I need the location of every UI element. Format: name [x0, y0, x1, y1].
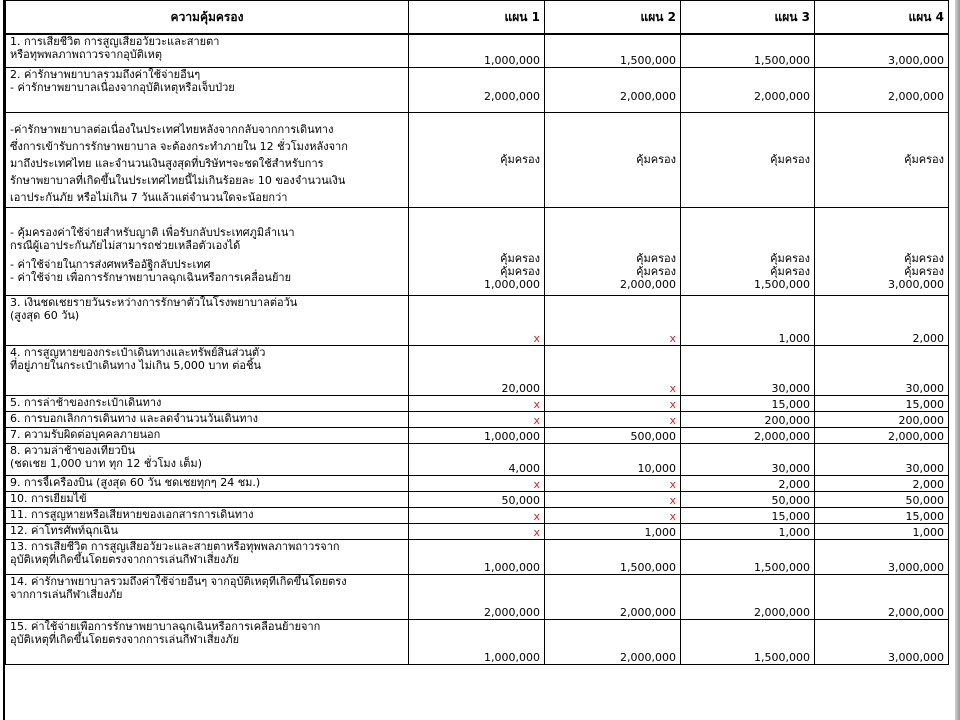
- coverage-description: [6, 539, 409, 574]
- description-line: มาถึงประเทศไทย และจำนวนเงินสูงสุดที่บริษัทฯจะชดใช้สำหรับการ: [10, 156, 324, 170]
- table-row: [6, 411, 949, 427]
- description-line: ซึ่งการเข้ารับการรักษาพยาบาล จะต้องกระทำภายใน 12 ชั่วโมงหลังจาก: [10, 139, 348, 153]
- plan-2-value: [545, 112, 681, 207]
- value-line: 3,000,000: [888, 277, 944, 291]
- plan-3-value: [681, 207, 815, 295]
- coverage-header: ความคุ้มครอง: [6, 1, 409, 35]
- plan-1-value: [409, 112, 545, 207]
- description-line: 12. ค่าโทรศัพท์ฉุกเฉิน: [10, 523, 119, 537]
- not-covered-mark: x: [533, 397, 540, 411]
- value-text: 2,000: [912, 477, 944, 491]
- plan-2-value: [545, 491, 681, 507]
- coverage-description: [6, 491, 409, 507]
- coverage-description: [6, 523, 409, 539]
- plan-2-value: [545, 395, 681, 411]
- description-line: 2. ค่ารักษาพยาบาลรวมถึงค่าใช้จ่ายอื่นๆ: [10, 67, 201, 81]
- value-text: 30,000: [771, 381, 810, 395]
- coverage-table: [5, 0, 949, 665]
- value-text: 4,000: [508, 461, 540, 475]
- value-line: คุ้มครอง: [500, 251, 540, 265]
- plan-4-value: [815, 207, 949, 295]
- value-text: 1,500,000: [620, 560, 676, 574]
- value-text: 2,000: [912, 331, 944, 345]
- coverage-description: [6, 443, 409, 475]
- value-text: 1,000: [778, 331, 810, 345]
- plan-3-value: [681, 427, 815, 443]
- table-row: [6, 539, 949, 574]
- value-text: 30,000: [905, 381, 944, 395]
- coverage-description: [6, 207, 409, 295]
- description-line: (ชดเชย 1,000 บาท ทุก 12 ชั่วโมง เต็ม): [10, 456, 202, 470]
- table-row: [6, 295, 949, 345]
- description-line: 1. การเสียชีวิต การสูญเสียอวัยวะและสายตา: [10, 35, 220, 48]
- plan-4-value: [815, 427, 949, 443]
- plan-2-value: [545, 475, 681, 491]
- value-line: คุ้มครอง: [904, 251, 944, 265]
- value-text: 2,000,000: [888, 89, 944, 103]
- description-line: 7. ความรับผิดต่อบุคคลภายนอก: [10, 427, 161, 441]
- plan-2-value: [545, 539, 681, 574]
- plan-1-value: [409, 539, 545, 574]
- not-covered-mark: x: [669, 493, 676, 507]
- value-text: 3,000,000: [888, 650, 944, 664]
- not-covered-mark: x: [669, 477, 676, 491]
- value-text: คุ้มครอง: [770, 153, 810, 166]
- value-text: 200,000: [764, 413, 810, 427]
- value-text: 2,000: [778, 477, 810, 491]
- not-covered-mark: x: [669, 413, 676, 427]
- value-text: 2,000,000: [620, 650, 676, 664]
- table-body: [6, 34, 949, 664]
- plan-2-value: [545, 207, 681, 295]
- value-text: 2,000,000: [888, 429, 944, 443]
- value-line: คุ้มครอง: [636, 264, 676, 278]
- value-text: 20,000: [501, 381, 540, 395]
- plan-2-value: [545, 507, 681, 523]
- description-line: 13. การเสียชีวิต การสูญเสียอวัยวะและสายตาหรือทุพพลภาพถาวรจาก: [10, 539, 340, 553]
- description-line: 3. เงินชดเชยรายวันระหว่างการรักษาตัวในโรงพยาบาลต่อวัน: [10, 295, 298, 309]
- value-text: 3,000,000: [888, 53, 944, 67]
- description-line: 14. ค่ารักษาพยาบาลรวมถึงค่าใช้จ่ายอื่นๆ จากอุบัติเหตุที่เกิดขึ้นโดยตรง: [10, 574, 347, 588]
- table-row: [6, 345, 949, 395]
- plan-4-value: [815, 507, 949, 523]
- plan-3-header: แผน 3: [681, 1, 815, 35]
- plan-2-value: [545, 345, 681, 395]
- value-text: 2,000,000: [620, 605, 676, 619]
- value-text: 2,000,000: [620, 89, 676, 103]
- plan-1-value: [409, 443, 545, 475]
- value-text: 2,000,000: [754, 429, 810, 443]
- description-line: เอาประกันภัย หรือไม่เกิน 7 วันแล้วแต่จำนวนใดจะน้อยกว่า: [10, 190, 288, 204]
- description-line: 8. ความล่าช้าของเที่ยวบิน: [10, 443, 136, 457]
- plan-1-value: [409, 523, 545, 539]
- coverage-description: [6, 67, 409, 112]
- table-header-row: [6, 1, 949, 35]
- plan-2-value: [545, 295, 681, 345]
- coverage-description: [6, 112, 409, 207]
- plan-4-header: แผน 4: [815, 1, 949, 35]
- not-covered-mark: x: [533, 525, 540, 539]
- plan-4-value: [815, 67, 949, 112]
- table-row: [6, 34, 949, 67]
- not-covered-mark: x: [669, 381, 676, 395]
- value-text: 2,000,000: [484, 89, 540, 103]
- plan-1-value: [409, 574, 545, 619]
- value-text: 1,500,000: [620, 53, 676, 67]
- plan-3-value: [681, 411, 815, 427]
- plan-4-value: [815, 345, 949, 395]
- description-line: (สูงสุด 60 วัน): [10, 308, 80, 322]
- value-text: 2,000,000: [754, 89, 810, 103]
- plan-1-value: [409, 475, 545, 491]
- plan-1-value: [409, 427, 545, 443]
- plan-2-value: [545, 574, 681, 619]
- plan-3-value: [681, 539, 815, 574]
- table-row: [6, 443, 949, 475]
- plan-2-value: [545, 427, 681, 443]
- description-line: -ค่ารักษาพยาบาลต่อเนื่องในประเทศไทยหลังจากกลับจากการเดินทาง: [10, 122, 334, 136]
- plan-1-value: [409, 345, 545, 395]
- value-text: คุ้มครอง: [636, 153, 676, 166]
- plan-4-value: [815, 112, 949, 207]
- description-line: - ค่าใช้จ่ายในการส่งศพหรืออัฐิกลับประเทศ: [10, 257, 211, 271]
- plan-4-value: [815, 491, 949, 507]
- coverage-description: [6, 619, 409, 664]
- slide-edge-shadow: [955, 0, 960, 720]
- not-covered-mark: x: [533, 477, 540, 491]
- description-line: 11. การสูญหายหรือเสียหายของเอกสารการเดินทาง: [10, 507, 254, 521]
- plan-2-value: [545, 34, 681, 67]
- coverage-description: [6, 395, 409, 411]
- plan-2-value: [545, 411, 681, 427]
- table-row: [6, 491, 949, 507]
- description-line: จากการเล่นกีฬาเสี่ยงภัย: [10, 587, 123, 601]
- value-text: 2,000,000: [754, 605, 810, 619]
- value-text: คุ้มครอง: [904, 153, 944, 166]
- coverage-description: [6, 475, 409, 491]
- plan-3-value: [681, 112, 815, 207]
- value-text: 1,000: [644, 525, 676, 539]
- value-text: 1,000,000: [484, 429, 540, 443]
- table-row: [6, 112, 949, 207]
- value-text: 15,000: [905, 509, 944, 523]
- value-text: 200,000: [898, 413, 944, 427]
- plan-1-value: [409, 34, 545, 67]
- plan-2-value: [545, 523, 681, 539]
- plan-3-value: [681, 345, 815, 395]
- description-line: - คุ้มครองค่าใช้จ่ายสำหรับญาติ เพื่อรับกลับประเทศภูมิลำเนา: [10, 225, 295, 239]
- plan-4-value: [815, 411, 949, 427]
- value-text: 15,000: [771, 509, 810, 523]
- plan-4-value: [815, 619, 949, 664]
- plan-1-value: [409, 507, 545, 523]
- value-text: 50,000: [501, 493, 540, 507]
- plan-3-value: [681, 619, 815, 664]
- not-covered-mark: x: [533, 331, 540, 345]
- plan-1-header: แผน 1: [409, 1, 545, 35]
- value-text: 10,000: [637, 461, 676, 475]
- value-text: คุ้มครอง: [500, 153, 540, 166]
- coverage-description: [6, 295, 409, 345]
- value-text: 1,500,000: [754, 53, 810, 67]
- plan-4-value: [815, 395, 949, 411]
- value-line: คุ้มครอง: [904, 264, 944, 278]
- value-text: 1,500,000: [754, 650, 810, 664]
- plan-1-value: [409, 491, 545, 507]
- plan-4-value: [815, 539, 949, 574]
- plan-4-value: [815, 475, 949, 491]
- value-text: 15,000: [771, 397, 810, 411]
- value-line: คุ้มครอง: [770, 251, 810, 265]
- value-text: 30,000: [905, 461, 944, 475]
- value-text: 1,000,000: [484, 53, 540, 67]
- not-covered-mark: x: [669, 509, 676, 523]
- coverage-description: [6, 345, 409, 395]
- value-text: 1,000,000: [484, 650, 540, 664]
- plan-3-value: [681, 295, 815, 345]
- plan-3-value: [681, 475, 815, 491]
- value-text: 50,000: [771, 493, 810, 507]
- description-line: 15. ค่าใช้จ่ายเพื่อการรักษาพยาบาลฉุกเฉินหรือการเคลื่อนย้ายจาก: [10, 619, 321, 633]
- value-text: 2,000,000: [484, 605, 540, 619]
- description-line: - ค่าใช้จ่าย เพื่อการรักษาพยาบาลฉุกเฉินหรือการเคลื่อนย้าย: [10, 270, 292, 284]
- plan-1-value: [409, 395, 545, 411]
- value-line: คุ้มครอง: [636, 251, 676, 265]
- coverage-description: [6, 507, 409, 523]
- plan-2-value: [545, 67, 681, 112]
- table-row: [6, 507, 949, 523]
- table-row: [6, 207, 949, 295]
- table-row: [6, 619, 949, 664]
- plan-2-value: [545, 443, 681, 475]
- value-text: 2,000,000: [888, 605, 944, 619]
- description-line: รักษาพยาบาลที่เกิดขึ้นในประเทศไทยนี้ไม่เกินร้อยละ 10 ของจำนวนเงิน: [10, 173, 346, 187]
- table-row: [6, 574, 949, 619]
- description-line: 5. การล่าช้าของกระเป๋าเดินทาง: [10, 395, 162, 409]
- plan-1-value: [409, 295, 545, 345]
- plan-1-value: [409, 67, 545, 112]
- value-text: 50,000: [905, 493, 944, 507]
- description-line: - ค่ารักษาพยาบาลเนื่องจากอุบัติเหตุหรือเจ็บป่วย: [10, 80, 235, 94]
- plan-3-value: [681, 523, 815, 539]
- plan-3-value: [681, 67, 815, 112]
- value-line: 1,000,000: [484, 277, 540, 291]
- description-line: กรณีผู้เอาประกันภัยไม่สามารถช่วยเหลือตัวเองได้: [10, 238, 241, 252]
- not-covered-mark: x: [533, 509, 540, 523]
- plan-4-value: [815, 523, 949, 539]
- table-row: [6, 475, 949, 491]
- value-line: คุ้มครอง: [770, 264, 810, 278]
- not-covered-mark: x: [533, 413, 540, 427]
- value-text: 500,000: [630, 429, 676, 443]
- value-text: 30,000: [771, 461, 810, 475]
- value-text: 1,000: [778, 525, 810, 539]
- value-line: 1,500,000: [754, 277, 810, 291]
- description-line: อุบัติเหตุที่เกิดขึ้นโดยตรงจากการเล่นกีฬาเสี่ยงภัย: [10, 552, 240, 566]
- value-text: 1,000,000: [484, 560, 540, 574]
- plan-4-value: [815, 443, 949, 475]
- not-covered-mark: x: [669, 397, 676, 411]
- value-line: 2,000,000: [620, 277, 676, 291]
- table-row: [6, 395, 949, 411]
- description-line: 10. การเยี่ยมไข้: [10, 491, 87, 505]
- plan-3-value: [681, 395, 815, 411]
- coverage-description: [6, 574, 409, 619]
- table-row: [6, 523, 949, 539]
- description-line: 4. การสูญหายของกระเป๋าเดินทางและทรัพย์สินส่วนตัว: [10, 345, 266, 359]
- plan-3-value: [681, 34, 815, 67]
- not-covered-mark: x: [669, 331, 676, 345]
- plan-2-value: [545, 619, 681, 664]
- plan-4-value: [815, 574, 949, 619]
- plan-4-value: [815, 34, 949, 67]
- plan-4-value: [815, 295, 949, 345]
- plan-3-value: [681, 574, 815, 619]
- plan-1-value: [409, 411, 545, 427]
- value-text: 15,000: [905, 397, 944, 411]
- table-row: [6, 427, 949, 443]
- description-line: หรือทุพพลภาพถาวรจากอุบัติเหตุ: [10, 48, 163, 61]
- description-line: ที่อยู่ภายในกระเป๋าเดินทาง ไม่เกิน 5,000 บาท ต่อชิ้น: [10, 358, 262, 372]
- table-row: [6, 67, 949, 112]
- plan-3-value: [681, 443, 815, 475]
- plan-3-value: [681, 507, 815, 523]
- value-text: 1,000: [912, 525, 944, 539]
- plan-2-header: แผน 2: [545, 1, 681, 35]
- value-text: 1,500,000: [754, 560, 810, 574]
- description-line: 6. การบอกเลิกการเดินทาง และลดจำนวนวันเดินทาง: [10, 411, 258, 425]
- coverage-description: [6, 411, 409, 427]
- plan-1-value: [409, 619, 545, 664]
- description-line: 9. การจี้เครื่องบิน (สูงสุด 60 วัน ชดเชยทุกๆ 24 ชม.): [10, 475, 261, 489]
- coverage-description: [6, 427, 409, 443]
- plan-3-value: [681, 491, 815, 507]
- description-line: อุบัติเหตุที่เกิดขึ้นโดยตรงจากการเล่นกีฬาเสี่ยงภัย: [10, 632, 240, 646]
- coverage-description: [6, 34, 409, 67]
- value-text: 3,000,000: [888, 560, 944, 574]
- plan-1-value: [409, 207, 545, 295]
- value-line: คุ้มครอง: [500, 264, 540, 278]
